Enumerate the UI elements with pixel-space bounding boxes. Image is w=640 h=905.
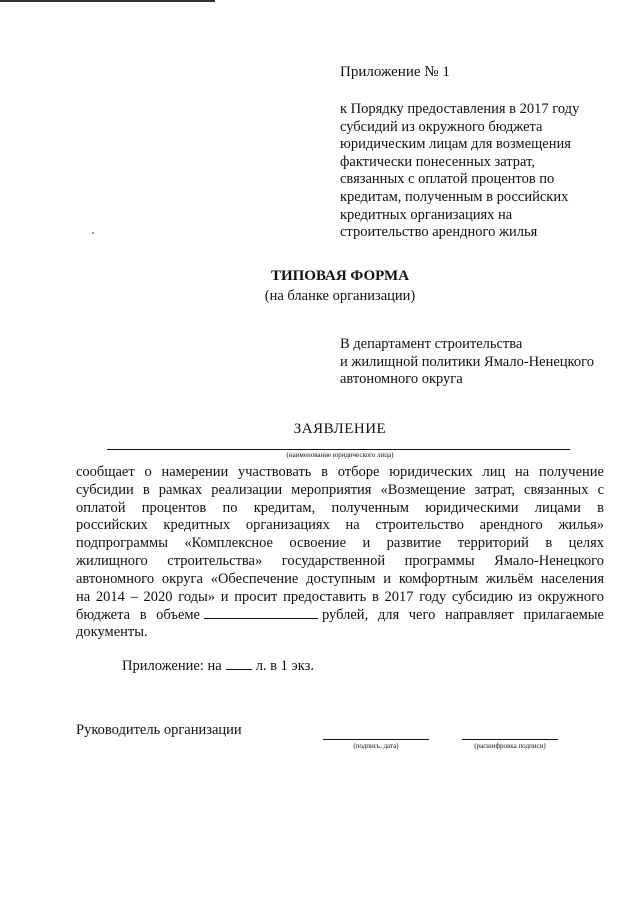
attachment-prefix: Приложение: на bbox=[122, 658, 222, 674]
statement-line: субсидии в рамках реализации мероприятия «Возмещение затрат, связанных с bbox=[76, 481, 604, 498]
legal-entity-name-blank[interactable] bbox=[107, 449, 570, 450]
appendix-line: кредитных организациях на bbox=[340, 206, 513, 223]
sheets-count-blank[interactable] bbox=[226, 657, 252, 670]
appendix-line: кредитам, полученным в российских bbox=[340, 188, 569, 205]
amount-blank[interactable] bbox=[204, 606, 318, 619]
head-of-organization-label: Руководитель организации bbox=[76, 722, 242, 738]
appendix-line: к Порядку предоставления в 2017 году bbox=[340, 101, 580, 117]
addressee-line: и жилищной политики Ямало-Ненецкого bbox=[340, 353, 594, 370]
signature-caption: (подпись, дата) bbox=[353, 742, 399, 750]
signature-decode-blank[interactable] bbox=[462, 739, 558, 740]
addressee-line: В департамент строительства bbox=[340, 336, 523, 352]
appendix-title: Приложение № 1 bbox=[340, 64, 450, 80]
signature-decode-caption: (расшифровка подписи) bbox=[474, 742, 546, 750]
statement-line: оплатой процентов по кредитам, полученным юридическими лицами в bbox=[76, 499, 604, 516]
attachment-line bbox=[122, 657, 314, 675]
statement-line: сообщает о намерении участвовать в отборе юридических лиц на получение bbox=[76, 464, 604, 480]
appendix-reference bbox=[340, 101, 610, 242]
statement-body bbox=[76, 464, 604, 642]
amount-suffix: рублей, для чего направляет прилагаемые bbox=[322, 607, 604, 624]
appendix-line: фактически понесенных затрат, bbox=[340, 153, 535, 170]
appendix-line: строительство арендного жилья bbox=[340, 224, 538, 241]
amount-prefix: бюджета в объеме bbox=[76, 607, 200, 624]
attachment-suffix: л. в 1 экз. bbox=[255, 658, 314, 674]
statement-line: подпрограммы «Комплексное освоение и развитие территорий в целях bbox=[76, 535, 604, 552]
scan-speck bbox=[92, 232, 94, 234]
form-subtitle: (на бланке организации) bbox=[264, 288, 416, 304]
addressee-block bbox=[340, 336, 594, 389]
scan-edge-line bbox=[0, 0, 215, 2]
form-title: ТИПОВАЯ ФОРМА bbox=[270, 268, 410, 284]
addressee-line: автономного округа bbox=[340, 371, 463, 388]
statement-line: жилищного строительства» государственной программы Ямало-Ненецкого bbox=[76, 552, 604, 569]
statement-line: на 2014 – 2020 годы» и просит предоставить в 2017 году субсидию из окружного bbox=[76, 588, 604, 605]
statement-title: ЗАЯВЛЕНИЕ bbox=[293, 421, 387, 437]
statement-line: автономного округа «Обеспечение доступным и комфортным жильём населения bbox=[76, 570, 604, 587]
statement-final-line: документы. bbox=[76, 624, 148, 641]
appendix-line: субсидий из окружного бюджета bbox=[340, 118, 543, 135]
statement-amount-line bbox=[76, 606, 604, 624]
statement-line: российских кредитных организациях на строительство арендного жилья» bbox=[76, 517, 604, 534]
signature-blank[interactable] bbox=[323, 739, 429, 740]
legal-entity-name-caption: (наименование юридического лица) bbox=[286, 451, 394, 459]
appendix-line: связанных с оплатой процентов по bbox=[340, 171, 555, 188]
appendix-line: юридическим лицам для возмещения bbox=[340, 136, 571, 153]
